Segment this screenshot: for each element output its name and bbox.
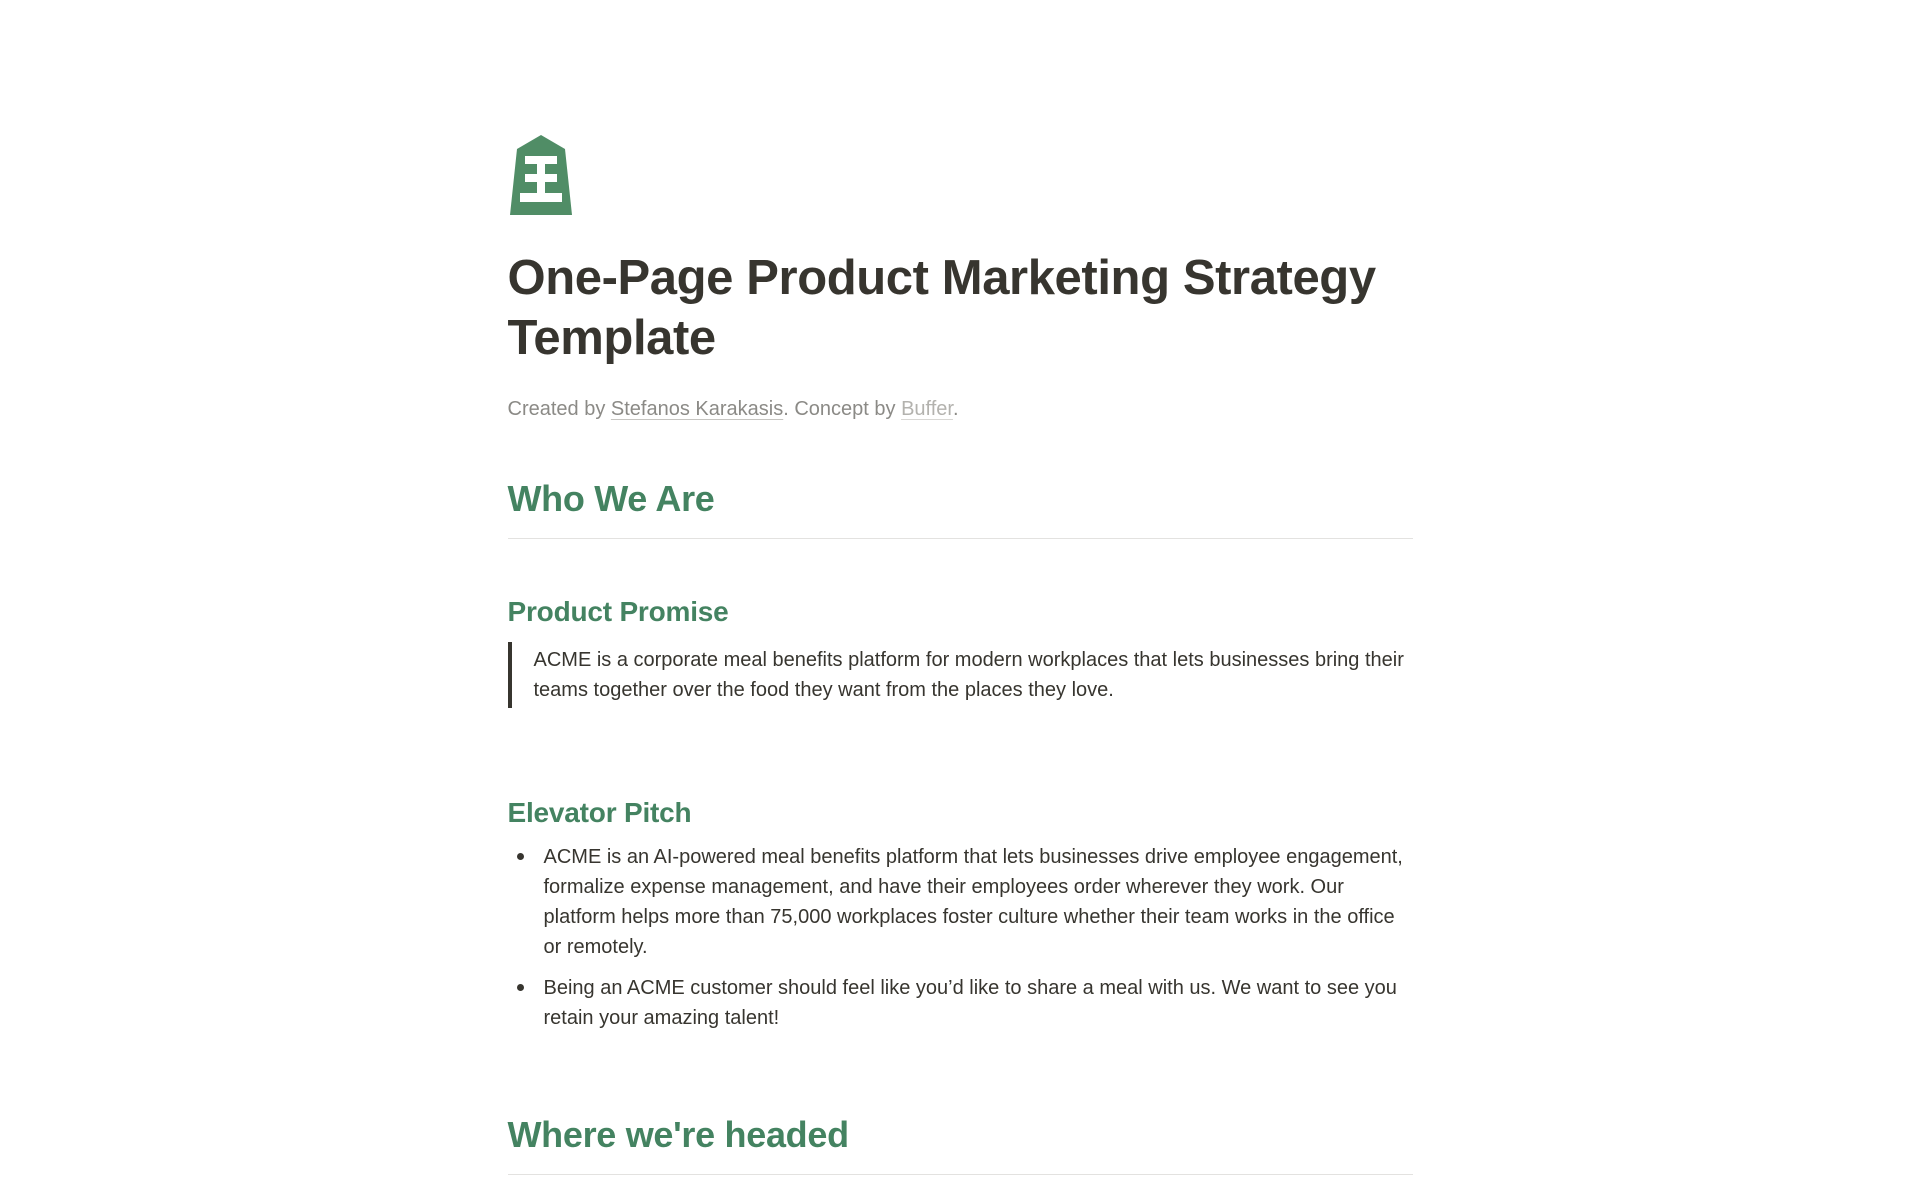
elevator-pitch-list [508,842,1413,1033]
bullet-icon [517,853,524,860]
page-title: One-Page Product Marketing Strategy Template [507,251,1376,365]
shogi-piece-icon[interactable] [508,135,574,215]
author-link[interactable]: Stefanos Karakasis [610,397,784,420]
divider [508,1174,1413,1175]
document-page [508,0,1413,1175]
byline-middle: . Concept by [783,397,902,420]
list-item [508,842,1413,962]
list-item [508,973,1413,1033]
byline-prefix: Created by [507,397,611,420]
bullet-icon [517,984,524,991]
list-item-text: Being an ACME customer should feel like you’d like to share a meal with us. We want to see you retain your amazing talent! [543,976,1397,1029]
quote-text: ACME is a corporate meal benefits platform for modern workplaces that lets businesses bring their teams together over the food they want from the places they love. [533,649,1404,702]
byline-suffix: . [952,397,959,420]
list-item-text: ACME is an AI-powered meal benefits platform that lets businesses drive employee engagement, formalize expense management, and have their employees order wherever they work. Our platform helps more than 75,000 workplaces foster culture whether their team works in the office or remotely. [543,845,1403,958]
divider [508,538,1413,539]
heading-where-were-headed: Where we're headed [507,1113,849,1155]
heading-elevator-pitch: Elevator Pitch [507,797,692,829]
heading-who-we-are: Who We Are [507,477,715,519]
heading-product-promise: Product Promise [507,595,729,627]
buffer-link[interactable]: Buffer [901,397,953,420]
product-promise-quote [508,642,1413,708]
byline [508,395,1413,423]
